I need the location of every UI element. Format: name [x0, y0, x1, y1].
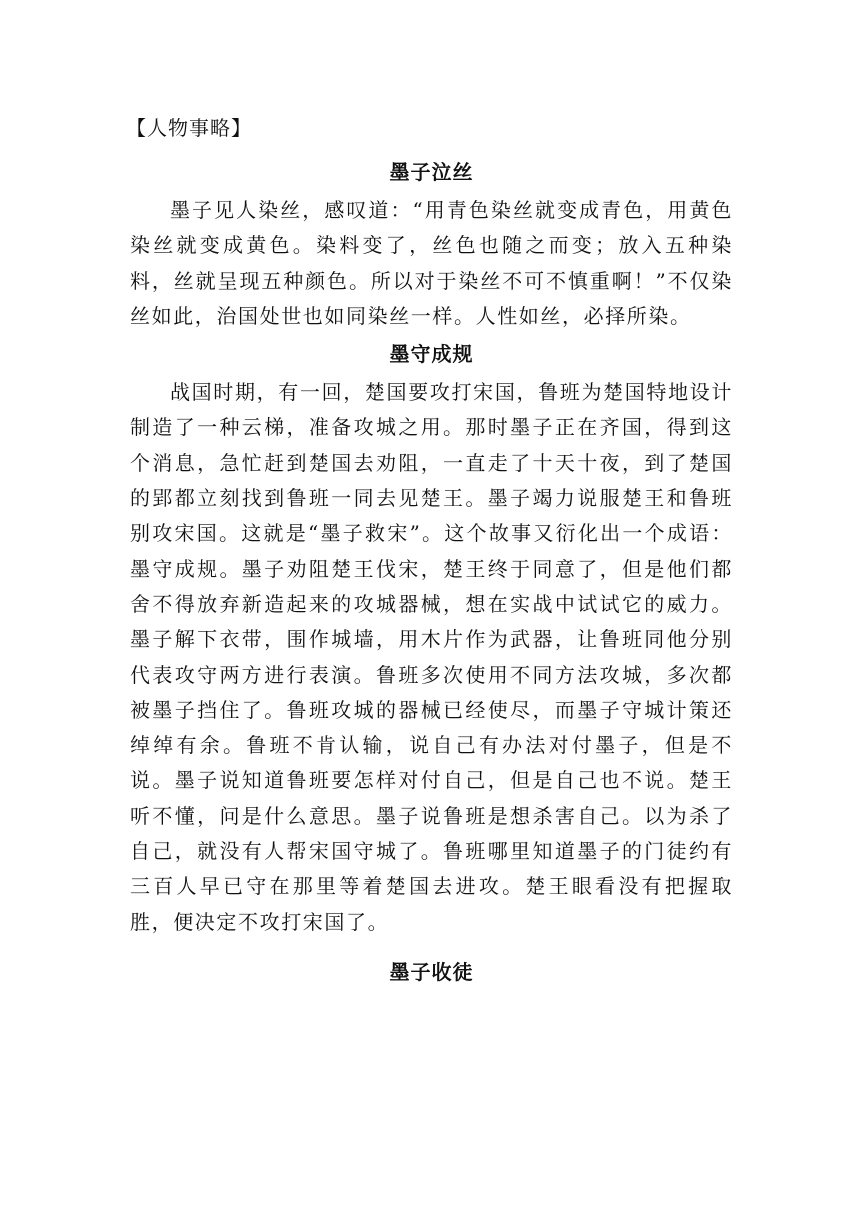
- story-title-mozi-weeps-silk: 墨子泣丝: [389, 160, 474, 184]
- story-text-mo-shou-cheng-gui: 战国时期，有一回，楚国要攻打宋国，鲁班为楚国特地设计制造了一种云梯，准备攻城之用。那时墨子正在齐国，得到这个消息，急忙赶到楚国去劝阻，一直走了十天十夜，到了楚国的郢都立刻找到鲁班一同去见楚王。墨子竭力说服楚王和鲁班别攻宋国。这就是“墨子救宋”。这个故事又衍化出一个成语：墨守成规。墨子劝阻楚王伐宋，楚王终于同意了，但是他们都舍不得放弃新造起来的攻城器械，想在实战中试试它的威力。墨子解下衣带，围作城墙，用木片作为武器，让鲁班同他分别代表攻守两方进行表演。鲁班多次使用不同方法攻城，多次都被墨子挡住了。鲁班攻城的器械已经使尽，而墨子守城计策还绰绰有余。鲁班不肯认输，说自己有办法对付墨子，但是不说。墨子说知道鲁班要怎样对付自己，但是自己也不说。楚王听不懂，问是什么意思。墨子说鲁班是想杀害自己。以为杀了自己，就没有人帮宋国守城了。鲁班哪里知道墨子的门徒约有三百人早已守在那里等着楚国去进攻。楚王眼看没有把握取胜，便决定不攻打宋国了。: [130, 380, 733, 934]
- section-label: 【人物事略】: [126, 116, 252, 140]
- story-title-mo-shou-cheng-gui: 墨守成规: [389, 342, 474, 367]
- story-title-mozi-takes-disciples: 墨子收徒: [389, 959, 474, 984]
- document-body: [126, 110, 733, 990]
- story-text-mozi-weeps-silk: 墨子见人染丝，感叹道：“用青色染丝就变成青色，用黄色染丝就变成黄色。染料变了，丝色也随之而变；放入五种染料，丝就呈现五种颜色。所以对于染丝不可不慎重啊！”不仅染丝如此，治国处世也如同染丝一样。人性如丝，必择所染。: [130, 198, 733, 328]
